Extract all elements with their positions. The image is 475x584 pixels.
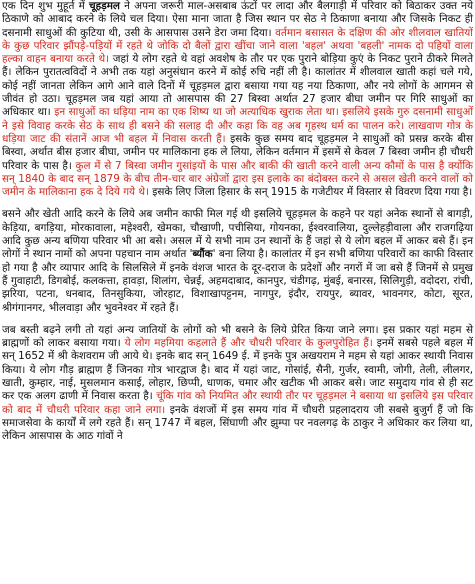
text-segment: ' बना लिया है। कालांतर में इन सभी बणिया परिवारों का काफी विस्तार हो गया है और व्यापार आदि के सिलसिले में इनके वंशज भारत के दूर-दराज के प्रदेशों और नगरों में जा बसे हैं जिनमें से प्रमुख हैं गुवाहाटी, डिगबोई, कलकत्ता, हावड़ा, शिलांग, चेन्नई, अहमदाबाद, कानपुर, चंडीगढ़, मुंबई, बनारस, सिलिगुड़ी, वदोदरा, रांची, झरिया, पटना, धनबाद, तिनसुकिया, जोरहाट, विशाखापट्टनम, नागपुर, इंदौर, रायपुर, ब्यावर, भावनगर, कोटा, सूरत, श्रीगंगानगर, भीलवाड़ा और भुवनेश्वर में रहते हैं। — [2, 248, 473, 314]
paragraph-other-communities — [2, 324, 473, 444]
text-segment: जब बस्ती बढ़ने लगी तो यहां अन्य जातियों के लोगों को भी बसने के लिये प्रेरित किया जाने लगा। इस प्रकार यहां महम से ब्राह्मणों को लाकर बसाया गया। — [2, 323, 473, 350]
text-segment: इनके वंशजों में इस समय गांव में चौधरी प्रहलादराय जी सबसे बुजुर्ग हैं जो कि समाजसेवा के कार्यों में लगे रहते हैं। सन् 1747 में बहल, सिंघाणी और झुम्पा पर नवलगढ़ के ठाकुर ने अधिकार कर लिया था, लेकिन आसपास के आठ गांवों ने — [2, 403, 473, 443]
highlighted-text: ये लोग महमिया कहलाते हैं और चौधरी परिवार के कुलपुरोहित हैं। — [124, 337, 373, 350]
paragraph-settlement-history — [2, 0, 473, 199]
text-segment: एक दिन शुभ मुहूर्त में — [2, 0, 90, 12]
text-segment: इसके कुछ समय बाद चूहड़मल ने साधुओं को प्रसन्न करके बीस बिस्वा, अर्थात बीस हजार बीघा, जमीन पर मालिकाना हक ले लिया, लेकिन वर्तमान में इसमें से केवल 7 बिस्वा जमीन ही चौधरी परिवार के पास है। — [2, 132, 473, 172]
text-segment: ने अपना जरूरी माल-असबाब ऊंटों पर लादा और बैलगाड़ी में परिवार को बिठाकर उक्त नये ठिकाणे को आबाद करने के लिये चल दिया। ऐसा माना जाता है जिस स्थान पर सेठ ने ठिकाणा बनाया और जिसके निकट ही दसनामी साधुओं की कुटिया थी, उसी के आसपास उसने डेरा जमा दिया। — [2, 0, 474, 39]
text-segment: इनमें सबसे पहले बहल में सन् 1652 में श्री केशवराम जी आये थे। इनके बाद सन् 1649 ई. में इनके पुत्र अखयराम ने महम से यहां आकर स्थायी निवास किया। ये लोग गौड़ ब्राह्मण हैं जिनका गोत्र भारद्वाज है। बाद में यहां जाट, गोसांई, सैनी, गुर्जर, स्वामी, जोगी, तेली, लीलगर, खाती, कुम्हार, नाई, मुसलमान कसाई, लोहार, छिप्पी, धाणक, चमार और खटीक भी आकर बसे। जाट समुदाय गांव से ही सट कर एक अलग ढाणी में निवास करता है। — [2, 337, 473, 403]
highlighted-text: कुल में से 7 बिस्वा जमीन गुसांइयों के पास और बाकी की खाती करने वाली अन्य कौमों के पास है क्योंकि सन् 1840 के बाद सन् 1879 के बीच तीन-चार बार अंग्रेजों द्वारा इस इलाके का बंदोबस्त करने से असल खेती करने वालों को जमीन के मालिकाना हक दे दिये गये थे। — [2, 159, 473, 199]
highlighted-text: चूंकि गांव को नियमित और स्थायी तौर पर चूहड़मल ने बसाया था इसलिये इस परिवार को बाद में चौधरी परिवार कहा जाने लगा। — [2, 390, 473, 416]
highlighted-text: इन साधुओं का धड़िया नाम का एक शिष्य था जो अत्याधिक खुराक लेता था। इसलिये इसके गुरु दसनामी साधुओं ने इसे विवाह करके सेठ के साथ ही बसने की सलाह दी और कहा कि वह अब गृहस्थ धर्म का पालन करे। लाखवाण गोत्र के धड़िया जाट की संतानें आज भी बहल में निवास करती हैं। — [2, 106, 473, 145]
paragraph-bania-families — [2, 208, 473, 314]
text-segment: बसने और खेती आदि करने के लिये अब जमीन काफी मिल गई थी इसलिये चूहड़मल के कहने पर यहां अनेक स्थानों से बागड़ी, केड़िया, बगड़िया, मोरकावाला, महेश्वरी, खेमका, चौखाणी, पचीसिया, गोयनका, ईश्वरवालिया, दुल्लेहड़ीवाला और राजगढ़िया आदि कुछ अन्य बणिया परिवार भी आ बसे। असल में ये सभी नाम उन स्थानों के हैं जहां से ये लोग बहल में आकर बसे हैं। इन लोगों ने स्थान नामों को अपना पहचान नाम अर्थात ' — [2, 208, 473, 261]
text-segment: इसके लिए जिला हिसार के सन् 1915 के गजेटीयर में विस्तार से विवरण दिया गया है। — [148, 186, 473, 199]
name-chuharmal: चूहड़मल — [89, 0, 120, 12]
term-byonk: ब्यौंक — [192, 248, 213, 261]
highlighted-text: वर्तमान बसासत के दक्षिण की ओर शीलवाल खातियों के कुछ परिवार झौंपड़े-पड़ियों में रहते थे जोकि दो बैलों द्वारा खींचा जाने वाला 'बहल' अथवा 'बहली' नामक दो पहियों वाला हल्का वाहन बनाया करते थे। — [2, 26, 473, 66]
text-segment: जहां ये लोग रहते थे वहां अवशेष के तौर पर एक पुराने बोड़िया कुएं के निकट पुराने ठीकरे मिलते हैं। लेकिन पुरातत्वविदों ने अभी तक यहां अनुसंधान करने में कोई रुचि नहीं ली है। कालांतर में शीलवाल खाती कहां चले गये, कोई नहीं जानता लेकिन आगे आने वाले दिनों में चूहड़मल द्वारा बसाया गया यह नया ठिकाणा, और नये लोगों के आगमन से जीवंत हो उठा। चूहड़मल जब यहां आया तो आसपास की 27 बिस्वा अर्थात 27 हजार बीघा जमीन पर गिरि साधुओं का अधिकार था। — [2, 53, 473, 119]
